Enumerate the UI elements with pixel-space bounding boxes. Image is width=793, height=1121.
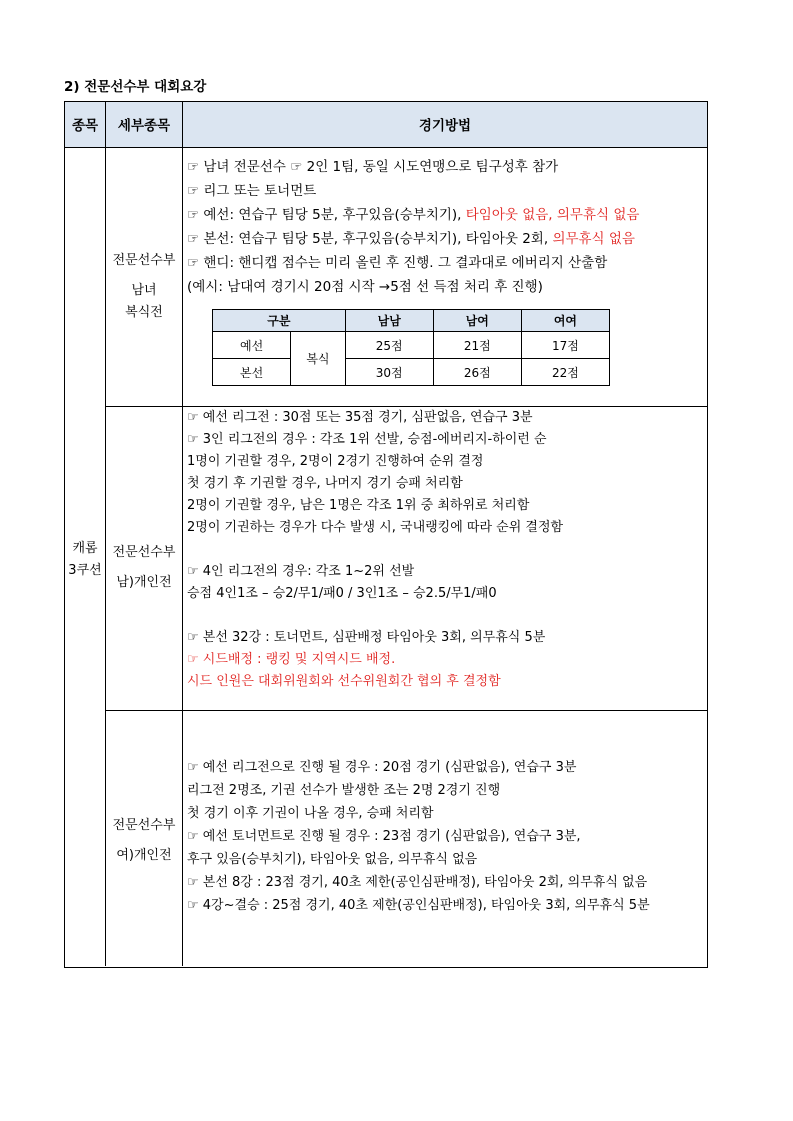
text-line: ☞ 본선 32강 : 토너먼트, 심판배정 타임아웃 3회, 의무휴식 5분 <box>187 630 546 645</box>
handicap-merged-label: 복식 <box>291 332 345 386</box>
text-line: 2명이 기권할 경우, 남은 1명은 각조 1위 중 최하위로 처리함 <box>187 498 530 513</box>
handicap-value: 17점 <box>521 332 609 359</box>
handicap-header-row <box>213 310 610 332</box>
handicap-header-cell: 남남 <box>345 310 433 332</box>
sub-event-doubles <box>106 250 182 324</box>
sub-event-line: 남)개인전 <box>116 575 172 590</box>
text-line: ☞ 본선 8강 : 23점 경기, 40초 제한(공인심판배정), 타임아웃 2회, 의무휴식 없음 <box>187 875 648 890</box>
page-title: 2) 전문선수부 대회요강 <box>64 79 207 95</box>
handicap-table <box>212 309 610 386</box>
column-divider-2 <box>182 102 183 966</box>
text-line: 1명이 기권할 경우, 2명이 2경기 진행하여 순위 결정 <box>187 454 484 469</box>
sub-event-line: 남녀 <box>131 283 157 298</box>
text-line: 2명이 기권하는 경우가 다수 발생 시, 국내랭킹에 따라 순위 결정함 <box>187 520 564 535</box>
sub-event-line: 전문선수부 <box>112 545 176 560</box>
text-line: 승점 4인1조 – 승2/무1/패0 / 3인1조 – 승2.5/무1/패0 <box>187 586 497 601</box>
text-line: ☞ 예선 토너먼트로 진행 될 경우 : 23점 경기 (심판없음), 연습구 3분, <box>187 829 581 844</box>
text-line: ☞ 남녀 전문선수 ☞ 2인 1팀, 동일 시도연맹으로 팀구성후 참가 <box>187 159 559 175</box>
sub-event-line: 복식전 <box>125 305 163 320</box>
handicap-value: 30점 <box>345 359 433 386</box>
text-line: 첫 경기 후 기권할 경우, 나머지 경기 승패 처리함 <box>187 476 463 491</box>
handicap-header-cell: 남여 <box>433 310 521 332</box>
header-event: 종목 <box>71 118 99 134</box>
text-line: ☞ 4강~결승 : 25점 경기, 40초 제한(공인심판배정), 타임아웃 3회, 의무휴식 5분 <box>187 898 650 913</box>
handicap-value: 22점 <box>521 359 609 386</box>
handicap-header-cell: 여여 <box>521 310 609 332</box>
text-line: ☞ 리그 또는 토너먼트 <box>187 183 317 199</box>
handicap-row-label: 예선 <box>213 332 291 359</box>
sub-event-women-singles <box>106 811 182 871</box>
handicap-header-cell: 구분 <box>213 310 346 332</box>
text-line: 시드 인원은 대회위원회와 선수위원회간 협의 후 결정함 <box>187 674 501 689</box>
handicap-value: 21점 <box>433 332 521 359</box>
event-line-1: 캐롬 <box>72 541 98 556</box>
event-line-2: 3쿠션 <box>68 563 102 578</box>
handicap-value: 26점 <box>433 359 521 386</box>
table-row <box>213 332 610 359</box>
text-line: 리그전 2명조, 기권 선수가 발생한 조는 2명 2경기 진행 <box>187 783 501 798</box>
text-line: ☞ 핸디: 핸디캡 점수는 미리 올린 후 진행. 그 결과대로 에버리지 산출함 <box>187 255 608 271</box>
sub-event-line: 전문선수부 <box>112 253 176 268</box>
handicap-row-label: 본선 <box>213 359 291 386</box>
sub-event-line: 전문선수부 <box>112 818 176 833</box>
text-line: 후구 있음(승부치기), 타임아웃 없음, 의무휴식 없음 <box>187 852 478 867</box>
header-method: 경기방법 <box>418 118 472 134</box>
text-line: ☞ 예선: 연습구 팀당 5분, 후구있음(승부치기), 타임아웃 없음, 의무휴식 없음 <box>187 207 640 223</box>
text-line: ☞ 4인 리그전의 경우: 각조 1~2위 선발 <box>187 564 415 579</box>
table-row <box>213 359 610 386</box>
event-cell <box>65 538 105 582</box>
text-line: ☞ 예선 리그전 : 30점 또는 35점 경기, 심판없음, 연습구 3분 <box>187 410 533 425</box>
sub-event-men-singles <box>106 538 182 598</box>
text-line: (예시: 남대여 경기시 20점 시작 →5점 선 득점 처리 후 진행) <box>187 279 543 295</box>
text-line: ☞ 본선: 연습구 팀당 5분, 후구있음(승부치기), 타임아웃 2회, 의무휴식 없음 <box>187 231 635 247</box>
handicap-value: 25점 <box>345 332 433 359</box>
competition-rules-table <box>64 101 708 968</box>
text-line: ☞ 시드배정 : 랭킹 및 지역시드 배정. <box>187 652 396 667</box>
sub-event-line: 여)개인전 <box>116 848 172 863</box>
text-line: ☞ 3인 리그전의 경우 : 각조 1위 선발, 승점-에버리지-하이런 순 <box>187 432 547 447</box>
text-line: ☞ 예선 리그전으로 진행 될 경우 : 20점 경기 (심판없음), 연습구 3분 <box>187 760 577 775</box>
row-divider-2 <box>106 710 708 711</box>
text-line: 첫 경기 이후 기권이 나올 경우, 승패 처리함 <box>187 806 434 821</box>
header-sub-event: 세부종목 <box>117 118 171 134</box>
